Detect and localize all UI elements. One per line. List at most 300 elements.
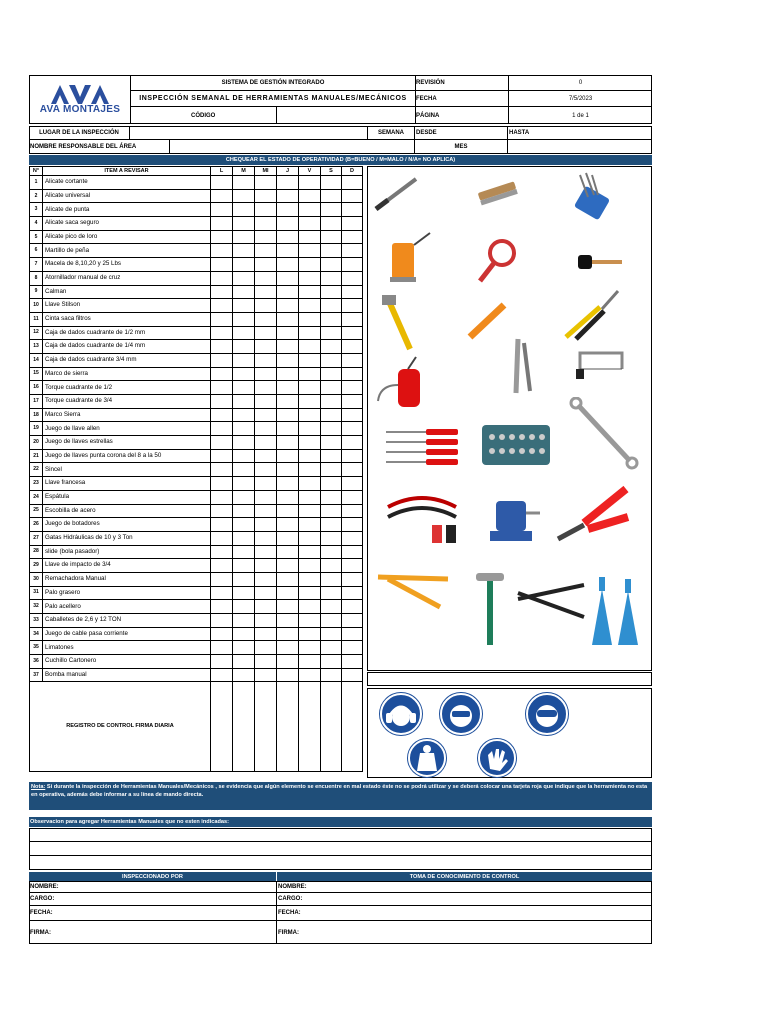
check-cell-j[interactable] — [277, 545, 299, 559]
check-cell-mi[interactable] — [255, 230, 277, 244]
check-cell-m[interactable] — [233, 449, 255, 463]
check-cell-d[interactable] — [342, 504, 363, 518]
check-cell-m[interactable] — [233, 436, 255, 450]
check-cell-mi[interactable] — [255, 531, 277, 545]
check-cell-mi[interactable] — [255, 217, 277, 231]
check-cell-d[interactable] — [342, 586, 363, 600]
check-cell-j[interactable] — [277, 463, 299, 477]
diagonal-pliers-icon — [554, 483, 634, 555]
check-cell-d[interactable] — [342, 559, 363, 573]
check-cell-s[interactable] — [321, 572, 342, 586]
check-cell-v[interactable] — [299, 545, 321, 559]
check-cell-s[interactable] — [321, 545, 342, 559]
check-cell-v[interactable] — [299, 490, 321, 504]
check-cell-l[interactable] — [211, 230, 233, 244]
check-cell-s[interactable] — [321, 518, 342, 532]
check-cell-s[interactable] — [321, 668, 342, 682]
check-cell-mi[interactable] — [255, 395, 277, 409]
check-cell-s[interactable] — [321, 559, 342, 573]
check-cell-v[interactable] — [299, 627, 321, 641]
check-cell-l[interactable] — [211, 381, 233, 395]
check-cell-mi[interactable] — [255, 176, 277, 190]
firma-v-cell[interactable] — [299, 682, 321, 772]
check-cell-s[interactable] — [321, 395, 342, 409]
check-cell-mi[interactable] — [255, 353, 277, 367]
firma-mi-cell[interactable] — [255, 682, 277, 772]
check-cell-d[interactable] — [342, 518, 363, 532]
check-cell-mi[interactable] — [255, 627, 277, 641]
check-cell-d[interactable] — [342, 408, 363, 422]
check-cell-m[interactable] — [233, 176, 255, 190]
check-cell-m[interactable] — [233, 217, 255, 231]
check-cell-m[interactable] — [233, 381, 255, 395]
check-cell-l[interactable] — [211, 559, 233, 573]
check-cell-s[interactable] — [321, 176, 342, 190]
check-cell-m[interactable] — [233, 189, 255, 203]
check-cell-v[interactable] — [299, 285, 321, 299]
combination-wrench-icon — [568, 397, 640, 471]
check-cell-mi[interactable] — [255, 271, 277, 285]
check-cell-m[interactable] — [233, 353, 255, 367]
check-cell-d[interactable] — [342, 271, 363, 285]
check-cell-j[interactable] — [277, 490, 299, 504]
check-cell-s[interactable] — [321, 312, 342, 326]
check-cell-j[interactable] — [277, 203, 299, 217]
left-nombre-field[interactable]: NOMBRE: — [29, 881, 276, 893]
right-firma-field[interactable]: FIRMA: — [278, 929, 299, 936]
check-cell-s[interactable] — [321, 614, 342, 628]
check-cell-v[interactable] — [299, 436, 321, 450]
check-cell-d[interactable] — [342, 668, 363, 682]
check-cell-j[interactable] — [277, 285, 299, 299]
check-cell-v[interactable] — [299, 395, 321, 409]
check-cell-m[interactable] — [233, 641, 255, 655]
fecha-label: FECHA — [416, 91, 509, 107]
check-cell-j[interactable] — [277, 395, 299, 409]
check-cell-m[interactable] — [233, 312, 255, 326]
check-cell-m[interactable] — [233, 504, 255, 518]
check-cell-l[interactable] — [211, 176, 233, 190]
check-cell-l[interactable] — [211, 586, 233, 600]
item-number: 6 — [30, 244, 43, 258]
firma-m-cell[interactable] — [233, 682, 255, 772]
check-cell-v[interactable] — [299, 504, 321, 518]
check-cell-m[interactable] — [233, 395, 255, 409]
check-cell-m[interactable] — [233, 586, 255, 600]
check-cell-mi[interactable] — [255, 436, 277, 450]
check-cell-mi[interactable] — [255, 408, 277, 422]
check-cell-m[interactable] — [233, 299, 255, 313]
check-cell-v[interactable] — [299, 326, 321, 340]
table-row — [30, 189, 363, 203]
check-cell-d[interactable] — [342, 326, 363, 340]
check-cell-j[interactable] — [277, 340, 299, 354]
check-cell-v[interactable] — [299, 668, 321, 682]
check-cell-s[interactable] — [321, 449, 342, 463]
left-firma-field[interactable]: FIRMA: — [30, 929, 51, 936]
check-cell-v[interactable] — [299, 340, 321, 354]
check-cell-mi[interactable] — [255, 326, 277, 340]
allen-key-set-icon — [568, 171, 620, 225]
check-cell-v[interactable] — [299, 449, 321, 463]
check-cell-m[interactable] — [233, 490, 255, 504]
check-cell-j[interactable] — [277, 559, 299, 573]
check-cell-mi[interactable] — [255, 258, 277, 272]
check-cell-j[interactable] — [277, 299, 299, 313]
check-cell-l[interactable] — [211, 627, 233, 641]
check-cell-v[interactable] — [299, 463, 321, 477]
check-cell-m[interactable] — [233, 668, 255, 682]
check-cell-m[interactable] — [233, 367, 255, 381]
lugar-input[interactable] — [130, 126, 368, 140]
check-cell-m[interactable] — [233, 326, 255, 340]
check-cell-m[interactable] — [233, 518, 255, 532]
check-cell-l[interactable] — [211, 655, 233, 669]
check-cell-l[interactable] — [211, 436, 233, 450]
check-cell-m[interactable] — [233, 271, 255, 285]
check-cell-d[interactable] — [342, 395, 363, 409]
check-cell-j[interactable] — [277, 531, 299, 545]
check-cell-s[interactable] — [321, 463, 342, 477]
check-cell-j[interactable] — [277, 230, 299, 244]
check-cell-d[interactable] — [342, 381, 363, 395]
check-cell-s[interactable] — [321, 367, 342, 381]
check-cell-m[interactable] — [233, 230, 255, 244]
check-cell-s[interactable] — [321, 353, 342, 367]
check-cell-mi[interactable] — [255, 203, 277, 217]
check-cell-mi[interactable] — [255, 449, 277, 463]
check-cell-l[interactable] — [211, 600, 233, 614]
check-cell-j[interactable] — [277, 408, 299, 422]
check-cell-l[interactable] — [211, 641, 233, 655]
check-cell-v[interactable] — [299, 531, 321, 545]
firma-d-cell[interactable] — [342, 682, 363, 772]
check-cell-j[interactable] — [277, 627, 299, 641]
check-cell-m[interactable] — [233, 203, 255, 217]
check-cell-mi[interactable] — [255, 614, 277, 628]
check-cell-v[interactable] — [299, 408, 321, 422]
item-name: Caja de dados cuadrante de 1/2 mm — [43, 326, 211, 340]
check-cell-mi[interactable] — [255, 545, 277, 559]
check-cell-mi[interactable] — [255, 504, 277, 518]
check-cell-m[interactable] — [233, 477, 255, 491]
check-cell-mi[interactable] — [255, 312, 277, 326]
check-cell-l[interactable] — [211, 477, 233, 491]
check-cell-d[interactable] — [342, 600, 363, 614]
firma-l-cell[interactable] — [211, 682, 233, 772]
check-cell-d[interactable] — [342, 312, 363, 326]
check-cell-j[interactable] — [277, 504, 299, 518]
check-cell-s[interactable] — [321, 627, 342, 641]
check-cell-d[interactable] — [342, 203, 363, 217]
check-cell-l[interactable] — [211, 668, 233, 682]
check-cell-j[interactable] — [277, 449, 299, 463]
check-cell-l[interactable] — [211, 271, 233, 285]
left-cargo-field[interactable]: CARGO: — [29, 893, 276, 906]
check-cell-j[interactable] — [277, 600, 299, 614]
codigo-value[interactable] — [277, 107, 415, 124]
check-cell-v[interactable] — [299, 230, 321, 244]
check-cell-s[interactable] — [321, 340, 342, 354]
check-cell-s[interactable] — [321, 641, 342, 655]
check-cell-d[interactable] — [342, 627, 363, 641]
check-cell-l[interactable] — [211, 353, 233, 367]
check-cell-d[interactable] — [342, 572, 363, 586]
check-cell-d[interactable] — [342, 244, 363, 258]
check-cell-l[interactable] — [211, 326, 233, 340]
check-cell-mi[interactable] — [255, 518, 277, 532]
check-cell-j[interactable] — [277, 176, 299, 190]
check-cell-m[interactable] — [233, 655, 255, 669]
check-cell-mi[interactable] — [255, 641, 277, 655]
right-nombre-field[interactable]: NOMBRE: — [277, 881, 652, 893]
check-cell-mi[interactable] — [255, 285, 277, 299]
check-cell-v[interactable] — [299, 559, 321, 573]
check-cell-d[interactable] — [342, 340, 363, 354]
table-row — [30, 518, 363, 532]
check-cell-d[interactable] — [342, 477, 363, 491]
check-cell-l[interactable] — [211, 463, 233, 477]
check-cell-mi[interactable] — [255, 655, 277, 669]
check-cell-s[interactable] — [321, 600, 342, 614]
check-cell-m[interactable] — [233, 285, 255, 299]
check-cell-m[interactable] — [233, 614, 255, 628]
check-cell-l[interactable] — [211, 189, 233, 203]
check-cell-mi[interactable] — [255, 490, 277, 504]
check-cell-j[interactable] — [277, 326, 299, 340]
check-cell-s[interactable] — [321, 408, 342, 422]
check-cell-j[interactable] — [277, 422, 299, 436]
check-cell-v[interactable] — [299, 244, 321, 258]
check-cell-m[interactable] — [233, 258, 255, 272]
check-cell-s[interactable] — [321, 477, 342, 491]
check-cell-mi[interactable] — [255, 600, 277, 614]
check-cell-mi[interactable] — [255, 299, 277, 313]
check-cell-mi[interactable] — [255, 668, 277, 682]
check-cell-d[interactable] — [342, 299, 363, 313]
check-cell-l[interactable] — [211, 504, 233, 518]
check-cell-v[interactable] — [299, 600, 321, 614]
check-cell-s[interactable] — [321, 531, 342, 545]
check-cell-v[interactable] — [299, 655, 321, 669]
check-cell-j[interactable] — [277, 244, 299, 258]
check-cell-s[interactable] — [321, 490, 342, 504]
check-cell-v[interactable] — [299, 271, 321, 285]
check-cell-d[interactable] — [342, 614, 363, 628]
check-cell-mi[interactable] — [255, 422, 277, 436]
observaciones-line-1[interactable] — [29, 828, 652, 842]
check-cell-l[interactable] — [211, 449, 233, 463]
table-row — [30, 627, 363, 641]
check-cell-d[interactable] — [342, 436, 363, 450]
check-cell-m[interactable] — [233, 408, 255, 422]
check-cell-l[interactable] — [211, 395, 233, 409]
check-cell-j[interactable] — [277, 572, 299, 586]
check-cell-s[interactable] — [321, 285, 342, 299]
check-cell-s[interactable] — [321, 244, 342, 258]
check-cell-d[interactable] — [342, 655, 363, 669]
check-cell-s[interactable] — [321, 655, 342, 669]
check-cell-l[interactable] — [211, 408, 233, 422]
firma-j-cell[interactable] — [277, 682, 299, 772]
check-cell-d[interactable] — [342, 545, 363, 559]
check-cell-m[interactable] — [233, 627, 255, 641]
firma-s-cell[interactable] — [321, 682, 342, 772]
item-number: 8 — [30, 271, 43, 285]
check-cell-m[interactable] — [233, 244, 255, 258]
check-cell-s[interactable] — [321, 326, 342, 340]
check-cell-l[interactable] — [211, 203, 233, 217]
check-cell-j[interactable] — [277, 312, 299, 326]
check-cell-j[interactable] — [277, 381, 299, 395]
check-cell-d[interactable] — [342, 641, 363, 655]
check-cell-j[interactable] — [277, 518, 299, 532]
check-cell-d[interactable] — [342, 217, 363, 231]
check-cell-j[interactable] — [277, 655, 299, 669]
check-cell-s[interactable] — [321, 504, 342, 518]
item-number: 12 — [30, 326, 43, 340]
check-cell-v[interactable] — [299, 258, 321, 272]
logo-text: AVA MONTAJES — [39, 104, 121, 115]
check-cell-m[interactable] — [233, 559, 255, 573]
check-cell-m[interactable] — [233, 463, 255, 477]
check-cell-s[interactable] — [321, 586, 342, 600]
check-cell-v[interactable] — [299, 299, 321, 313]
check-cell-mi[interactable] — [255, 367, 277, 381]
check-cell-l[interactable] — [211, 572, 233, 586]
check-cell-l[interactable] — [211, 490, 233, 504]
header-item: ITEM A REVISAR — [43, 167, 211, 176]
check-cell-j[interactable] — [277, 436, 299, 450]
check-cell-s[interactable] — [321, 299, 342, 313]
check-cell-v[interactable] — [299, 312, 321, 326]
check-cell-v[interactable] — [299, 217, 321, 231]
check-cell-v[interactable] — [299, 176, 321, 190]
responsable-input[interactable] — [170, 140, 415, 154]
check-cell-v[interactable] — [299, 353, 321, 367]
check-cell-l[interactable] — [211, 518, 233, 532]
check-cell-j[interactable] — [277, 367, 299, 381]
check-cell-mi[interactable] — [255, 559, 277, 573]
note-text: Si durante la inspección de Herramientas Manuales/Mecánicos , se evidencia que algún elemento se encuentre en mal estado éste no se podrá utilizar y se deberá colocar una tarjeta roja que indique que la herramienta no esta en operativa, además debe informar a su línea de mando directa. — [31, 784, 648, 798]
check-cell-s[interactable] — [321, 189, 342, 203]
check-cell-d[interactable] — [342, 449, 363, 463]
check-cell-v[interactable] — [299, 477, 321, 491]
observaciones-line-3[interactable] — [29, 856, 652, 870]
observaciones-line-2[interactable] — [29, 842, 652, 856]
check-cell-j[interactable] — [277, 668, 299, 682]
check-cell-s[interactable] — [321, 436, 342, 450]
check-cell-d[interactable] — [342, 230, 363, 244]
check-cell-d[interactable] — [342, 367, 363, 381]
check-cell-v[interactable] — [299, 203, 321, 217]
check-cell-l[interactable] — [211, 244, 233, 258]
check-cell-l[interactable] — [211, 299, 233, 313]
left-fecha-field[interactable]: FECHA: — [29, 906, 276, 921]
check-cell-j[interactable] — [277, 353, 299, 367]
right-cargo-field[interactable]: CARGO: — [277, 893, 652, 906]
check-cell-d[interactable] — [342, 490, 363, 504]
check-cell-d[interactable] — [342, 176, 363, 190]
check-cell-v[interactable] — [299, 189, 321, 203]
check-cell-mi[interactable] — [255, 381, 277, 395]
item-number: 15 — [30, 367, 43, 381]
check-cell-m[interactable] — [233, 572, 255, 586]
inspeccionado-title: INSPECCIONADO POR — [29, 872, 276, 881]
right-fecha-field[interactable]: FECHA: — [277, 906, 652, 921]
check-cell-d[interactable] — [342, 422, 363, 436]
check-cell-d[interactable] — [342, 285, 363, 299]
check-cell-v[interactable] — [299, 614, 321, 628]
check-cell-s[interactable] — [321, 258, 342, 272]
check-cell-j[interactable] — [277, 271, 299, 285]
table-row — [30, 531, 363, 545]
check-cell-mi[interactable] — [255, 244, 277, 258]
check-cell-v[interactable] — [299, 422, 321, 436]
check-cell-j[interactable] — [277, 477, 299, 491]
check-cell-l[interactable] — [211, 531, 233, 545]
check-cell-d[interactable] — [342, 258, 363, 272]
check-cell-mi[interactable] — [255, 477, 277, 491]
check-cell-s[interactable] — [321, 271, 342, 285]
check-cell-l[interactable] — [211, 367, 233, 381]
check-cell-mi[interactable] — [255, 463, 277, 477]
check-cell-m[interactable] — [233, 340, 255, 354]
check-cell-l[interactable] — [211, 217, 233, 231]
check-cell-m[interactable] — [233, 531, 255, 545]
check-cell-mi[interactable] — [255, 586, 277, 600]
check-cell-mi[interactable] — [255, 189, 277, 203]
check-cell-s[interactable] — [321, 203, 342, 217]
check-cell-j[interactable] — [277, 189, 299, 203]
check-cell-v[interactable] — [299, 367, 321, 381]
item-name: Juego de llaves estrellas — [43, 436, 211, 450]
check-cell-l[interactable] — [211, 258, 233, 272]
check-cell-l[interactable] — [211, 614, 233, 628]
mes-input[interactable] — [508, 140, 652, 154]
check-cell-mi[interactable] — [255, 340, 277, 354]
check-cell-v[interactable] — [299, 572, 321, 586]
check-cell-l[interactable] — [211, 285, 233, 299]
check-cell-s[interactable] — [321, 422, 342, 436]
check-cell-d[interactable] — [342, 531, 363, 545]
check-cell-s[interactable] — [321, 230, 342, 244]
check-cell-m[interactable] — [233, 545, 255, 559]
check-cell-s[interactable] — [321, 381, 342, 395]
check-cell-s[interactable] — [321, 217, 342, 231]
check-cell-v[interactable] — [299, 518, 321, 532]
check-cell-mi[interactable] — [255, 572, 277, 586]
check-cell-j[interactable] — [277, 586, 299, 600]
check-cell-l[interactable] — [211, 340, 233, 354]
check-cell-d[interactable] — [342, 353, 363, 367]
check-cell-v[interactable] — [299, 641, 321, 655]
check-cell-j[interactable] — [277, 614, 299, 628]
check-cell-v[interactable] — [299, 381, 321, 395]
check-cell-m[interactable] — [233, 422, 255, 436]
check-cell-l[interactable] — [211, 422, 233, 436]
check-cell-d[interactable] — [342, 189, 363, 203]
check-cell-v[interactable] — [299, 586, 321, 600]
check-cell-m[interactable] — [233, 600, 255, 614]
check-cell-j[interactable] — [277, 641, 299, 655]
item-name: Llave de impacto de 3/4 — [43, 559, 211, 573]
check-cell-j[interactable] — [277, 217, 299, 231]
check-cell-j[interactable] — [277, 258, 299, 272]
check-cell-l[interactable] — [211, 545, 233, 559]
check-cell-l[interactable] — [211, 312, 233, 326]
check-cell-d[interactable] — [342, 463, 363, 477]
